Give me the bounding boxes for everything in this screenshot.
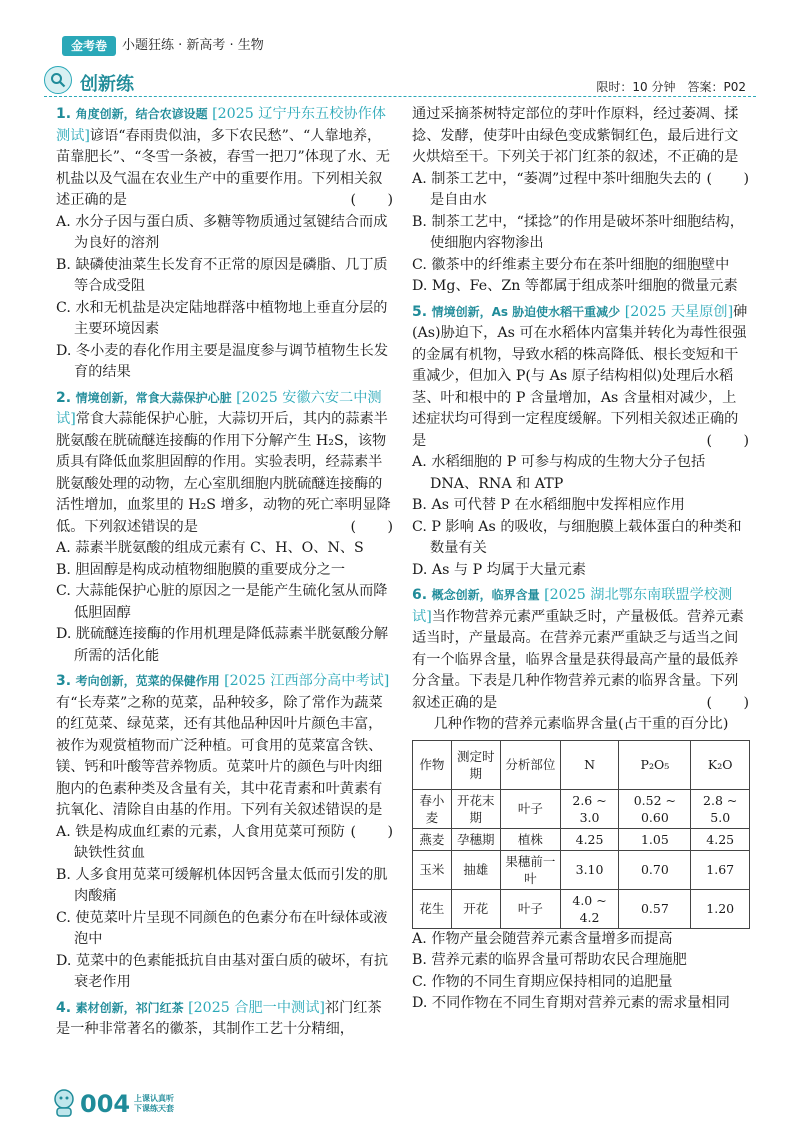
table-header: P₂O₅ — [619, 740, 691, 789]
question-4-start — [56, 998, 394, 1041]
right-column — [412, 104, 750, 1015]
table-cell: 1.20 — [691, 889, 750, 928]
question-source: [2025 合肥一中测试] — [188, 999, 325, 1016]
table-cell: 0.70 — [619, 850, 691, 889]
option-a: A. 制茶工艺中，“萎凋”过程中茶叶细胞失去的是自由水 — [412, 170, 702, 208]
table-header: N — [560, 740, 619, 789]
nutrient-table — [412, 740, 750, 929]
question-4-cont — [412, 104, 750, 298]
question-1 — [56, 104, 394, 384]
table-header: K₂O — [691, 740, 750, 789]
answer-paren: ( ) — [706, 432, 750, 449]
question-number: 2. — [56, 389, 72, 406]
table-cell: 植株 — [500, 828, 560, 850]
table-cell: 抽雄 — [451, 850, 500, 889]
table-cell: 4.0 ~ 4.2 — [560, 889, 619, 928]
question-tag: 情境创新，常食大蒜保护心脏 — [75, 390, 232, 405]
question-source: [2025 辽宁丹东五校协作体测试] — [56, 106, 386, 144]
table-cell: 2.8 ~ 5.0 — [691, 789, 750, 828]
option-d: D. 不同作物在不同生育期对营养元素的需求量相同 — [412, 995, 730, 1011]
time-limit-answer: 限时：10 分钟 答案：P02 — [596, 80, 746, 94]
question-tag: 素材创新，祁门红茶 — [75, 1000, 184, 1015]
question-source: [2025 湖北鄂东南联盟学校测试] — [412, 587, 733, 625]
option-d: D. 苋菜中的色素能抵抗自由基对蛋白质的破坏，有抗衰老作用 — [56, 952, 389, 990]
question-source: [2025 天星原创] — [624, 303, 734, 320]
page-number: 004 — [80, 1090, 131, 1118]
question-number: 3. — [56, 673, 72, 689]
brand-badge: 金考卷 — [62, 36, 116, 56]
question-tag: 角度创新，结合农谚设题 — [75, 107, 208, 121]
question-stem: 谚语“春雨贵似油，多下农民愁”、“人靠地养，苗靠肥长”、“冬雪一条被，春雪一把刀”体现了水、无机盐以及气温在农业生产中的重要作用。下列相关叙述正确的是 — [56, 127, 390, 208]
table-cell: 开花末期 — [451, 789, 500, 828]
question-3 — [56, 671, 394, 994]
answer-paren: ( ) — [706, 694, 750, 711]
question-6 — [412, 585, 750, 1015]
answer-paren: ( ) — [350, 192, 394, 208]
option-a: A. 作物产量会随营养元素含量增多而提高 — [412, 930, 673, 947]
table-row — [413, 850, 750, 889]
option-c: C. 大蒜能保护心脏的原因之一是能产生硫化氢从而降低胆固醇 — [56, 583, 388, 621]
answer-paren: ( ) — [350, 518, 394, 535]
option-a: A. 铁是构成血红素的元素，人食用苋菜可预防缺铁性贫血 — [56, 823, 345, 861]
question-stem: 通过采摘茶树特定部位的芽叶作原料，经过萎凋、揉捻、发酵，使芽叶由绿色变成紫铜红色，最后进行文火烘焙至干。下列关于祁门红茶的叙述，不正确的是 — [412, 106, 739, 165]
option-d: D. Mg、Fe、Zn 等都属于组成茶叶细胞的微量元素 — [412, 278, 738, 294]
header-divider — [44, 96, 756, 97]
question-stem: 祁门红茶是一种非常著名的徽茶，其制作工艺十分精细， — [56, 999, 382, 1037]
option-b: B. 人多食用苋菜可缓解机体因钙含量太低而引发的肌肉酸痛 — [56, 866, 388, 904]
table-header: 测定时期 — [451, 740, 500, 789]
magnifier-icon — [44, 66, 72, 94]
table-cell: 玉米 — [413, 850, 452, 889]
table-cell: 1.67 — [691, 850, 750, 889]
footer-slogan-line: 上课认真听 — [134, 1094, 174, 1103]
table-cell: 果穗前一叶 — [500, 850, 560, 889]
option-c: C. 水和无机盐是决定陆地群落中植物地上垂直分层的主要环境因素 — [56, 299, 388, 337]
table-caption: 几种作物的营养元素临界含量(占干重的百分比) — [433, 716, 729, 732]
option-b: B. 制茶工艺中，“揉捻”的作用是破坏茶叶细胞结构，使细胞内容物渗出 — [412, 213, 744, 251]
question-source: [2025 安徽六安二中测试] — [56, 389, 382, 427]
option-b: B. 营养元素的临界含量可帮助农民合理施肥 — [412, 952, 687, 968]
question-5 — [412, 302, 750, 582]
option-a: A. 水分子因与蛋白质、多糖等物质通过氢键结合而成为良好的溶剂 — [56, 213, 388, 251]
question-number: 4. — [56, 999, 72, 1016]
table-cell: 燕麦 — [413, 828, 452, 850]
option-d: D. 冬小麦的春化作用主要是温度参与调节植物生长发育的结果 — [56, 342, 389, 380]
table-header: 分析部位 — [500, 740, 560, 789]
table-header-row — [413, 740, 750, 789]
option-a: A. 蒜素半胱氨酸的组成元素有 C、H、O、N、S — [56, 540, 364, 556]
option-d: D. 胱硫醚连接酶的作用机理是降低蒜素半胱氨酸分解所需的活化能 — [56, 626, 389, 664]
question-stem: 有“长寿菜”之称的苋菜，品种较多，除了常作为蔬菜的红苋菜、绿苋菜，还有其他品种因叶片颜色丰富，被作为观赏植物而广泛种植。可食用的苋菜富含铁、镁、钙和叶酸等营养物质。苋菜叶片的颜色与叶肉细胞内的色素种类及含量有关，其中花青素和叶黄素有抗氧化、清除自由基的作用。下列有关叙述错误的是 — [56, 694, 383, 818]
question-tag: 考向创新，苋菜的保健作用 — [75, 674, 220, 688]
option-c: C. P 影响 As 的吸收，与细胞膜上载体蛋白的种类和数量有关 — [412, 518, 742, 556]
question-stem: 常食大蒜能保护心脏，大蒜切开后，其内的蒜素半胱氨酸在胱硫醚连接酶的作用下分解产生 H₂S，该物质具有降低血浆胆固醇的作用。实验表明，经蒜素半胱氨酸处理的动物，左心室肌细胞内胱硫醚连接酶的活性增加，血浆里的 H₂S 增多，动物的死亡率明显降低。下列叙述错误的是 — [56, 411, 391, 535]
table-row — [413, 828, 750, 850]
book-title: 小题狂练 · 新高考 · 生物 — [122, 38, 264, 53]
table-header: 作物 — [413, 740, 452, 789]
option-d: D. As 与 P 均属于大量元素 — [412, 561, 586, 578]
table-cell: 4.25 — [560, 828, 619, 850]
table-cell: 花生 — [413, 889, 452, 928]
option-b: B. 缺磷使油菜生长发育不正常的原因是磷脂、几丁质等合成受阻 — [56, 256, 388, 294]
option-b: B. As 可代替 P 在水稻细胞中发挥相应作用 — [412, 497, 685, 513]
question-number: 1. — [56, 106, 72, 122]
answer-paren: ( ) — [706, 170, 750, 187]
option-c: C. 使苋菜叶片呈现不同颜色的色素分布在叶绿体或液泡中 — [56, 909, 388, 947]
table-cell: 春小麦 — [413, 789, 452, 828]
section-title: 创新练 — [80, 74, 134, 95]
question-number: 5. — [412, 303, 428, 320]
option-c: C. 作物的不同生育期应保持相同的追肥量 — [412, 973, 673, 990]
question-source: [2025 江西部分高中考试] — [224, 673, 390, 689]
question-tag: 概念创新，临界含量 — [431, 588, 540, 602]
table-cell: 孕穗期 — [451, 828, 500, 850]
question-tag: 情境创新，As 胁迫使水稻干重减少 — [431, 304, 621, 319]
table-cell: 叶子 — [500, 789, 560, 828]
question-2 — [56, 388, 394, 668]
mascot-icon — [50, 1088, 78, 1118]
question-stem: 当作物营养元素严重缺乏时，产量极低。营养元素适当时，产量最高。在营养元素严重缺乏与适当之间有一个临界含量，临界含量是获得最高产量的最低养分含量。下表是几种作物营养元素的临界含量。下列叙述正确的是 — [412, 608, 744, 711]
option-b: B. 胆固醇是构成动植物细胞膜的重要成分之一 — [56, 561, 346, 578]
answer-paren: ( ) — [350, 823, 394, 840]
table-cell: 叶子 — [500, 889, 560, 928]
question-number: 6. — [412, 587, 428, 603]
table-cell: 4.25 — [691, 828, 750, 850]
table-row — [413, 889, 750, 928]
table-cell: 0.57 — [619, 889, 691, 928]
option-a: A. 水稻细胞的 P 可参与构成的生物大分子包括 DNA、RNA 和 ATP — [412, 454, 706, 492]
table-cell: 1.05 — [619, 828, 691, 850]
question-stem: 砷(As)胁迫下，As 可在水稻体内富集并转化为毒性很强的金属有机物，导致水稻的株高降低、根长变短和干重减少，但加入 P(与 As 原子结构相似)处理后水稻茎、叶和根中的 P 含量增加，As 含量相对减少，上述症状均可得到一定程度缓解。下列相关叙述正确的是 — [412, 303, 748, 449]
footer-slogan-line: 下课练天套 — [134, 1104, 174, 1113]
table-row — [413, 789, 750, 828]
option-c: C. 徽茶中的纤维素主要分布在茶叶细胞的细胞壁中 — [412, 256, 730, 273]
footer-slogan — [134, 1094, 174, 1114]
table-cell: 3.10 — [560, 850, 619, 889]
table-cell: 0.52 ~ 0.60 — [619, 789, 691, 828]
table-cell: 2.6 ~ 3.0 — [560, 789, 619, 828]
table-cell: 开花 — [451, 889, 500, 928]
left-column — [56, 104, 394, 1041]
